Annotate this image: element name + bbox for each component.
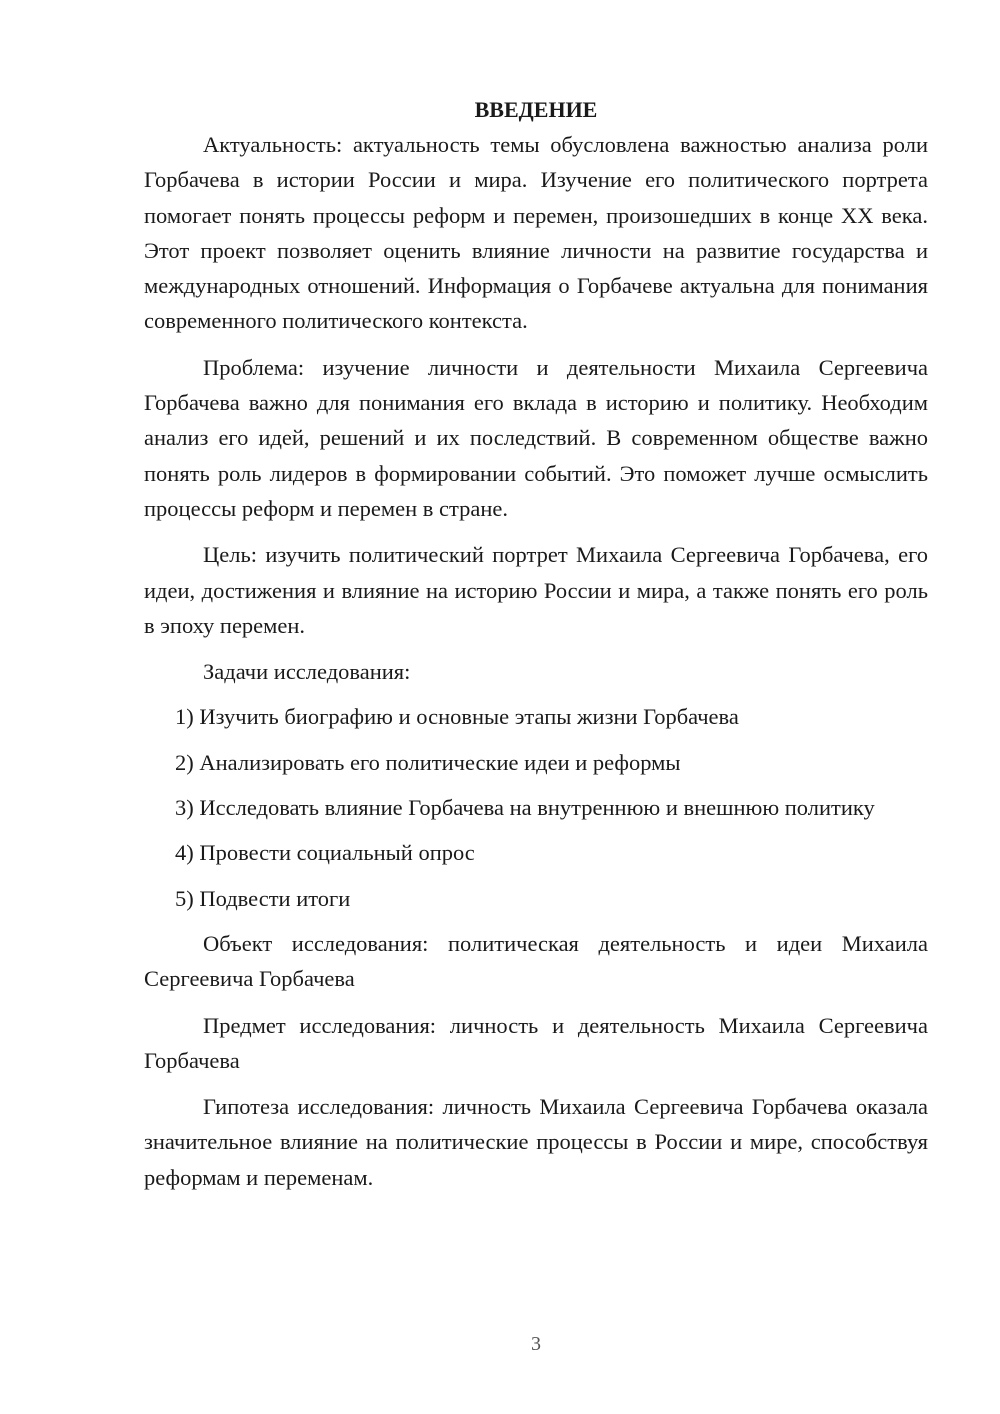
paragraph-goal: Цель: изучить политический портрет Михаила Сергеевича Горбачева, его идеи, достижения и влияние на историю России и мира, а также понять его роль в эпоху перемен.	[144, 542, 928, 638]
task-item-1: 1) Изучить биографию и основные этапы жизни Горбачева	[175, 704, 739, 730]
task-item-2: 2) Анализировать его политические идеи и реформы	[175, 749, 681, 775]
task-item-4: 4) Провести социальный опрос	[175, 840, 475, 866]
paragraph-hypothesis: Гипотеза исследования: личность Михаила Сергеевича Горбачева оказала значительное влияние на политические процессы в России и мире, способствуя реформам и переменам.	[144, 1094, 928, 1190]
tasks-heading: Задачи исследования:	[203, 659, 411, 685]
page-number: 3	[531, 1333, 541, 1355]
paragraph-subject: Предмет исследования: личность и деятельность Михаила Сергеевича Горбачева	[144, 1012, 928, 1073]
paragraph-relevance: Актуальность: актуальность темы обусловлена важностью анализа роли Горбачева в истории России и мира. Изучение его политического портрета помогает понять процессы реформ и перемен, произошедших в конце XX века. Этот проект позволяет оценить влияние личности на развитие государства и международных отношений. Информация о Горбачеве актуальна для понимания современного политического контекста.	[144, 132, 928, 334]
paragraph-problem: Проблема: изучение личности и деятельности Михаила Сергеевича Горбачева важно для понимания его вклада в историю и политику. Необходим анализ его идей, решений и их последствий. В современном обществе важно понять роль лидеров в формировании событий. Это поможет лучше осмыслить процессы реформ и перемен в стране.	[144, 354, 928, 521]
document-page	[144, 92, 928, 1206]
task-item-5: 5) Подвести итоги	[175, 885, 351, 911]
paragraph-object: Объект исследования: политическая деятельность и идеи Михаила Сергеевича Горбачева	[144, 930, 928, 992]
page-title: ВВЕДЕНИЕ	[474, 97, 598, 122]
task-item-3: 3) Исследовать влияние Горбачева на внутреннюю и внешнюю политику	[175, 795, 875, 821]
